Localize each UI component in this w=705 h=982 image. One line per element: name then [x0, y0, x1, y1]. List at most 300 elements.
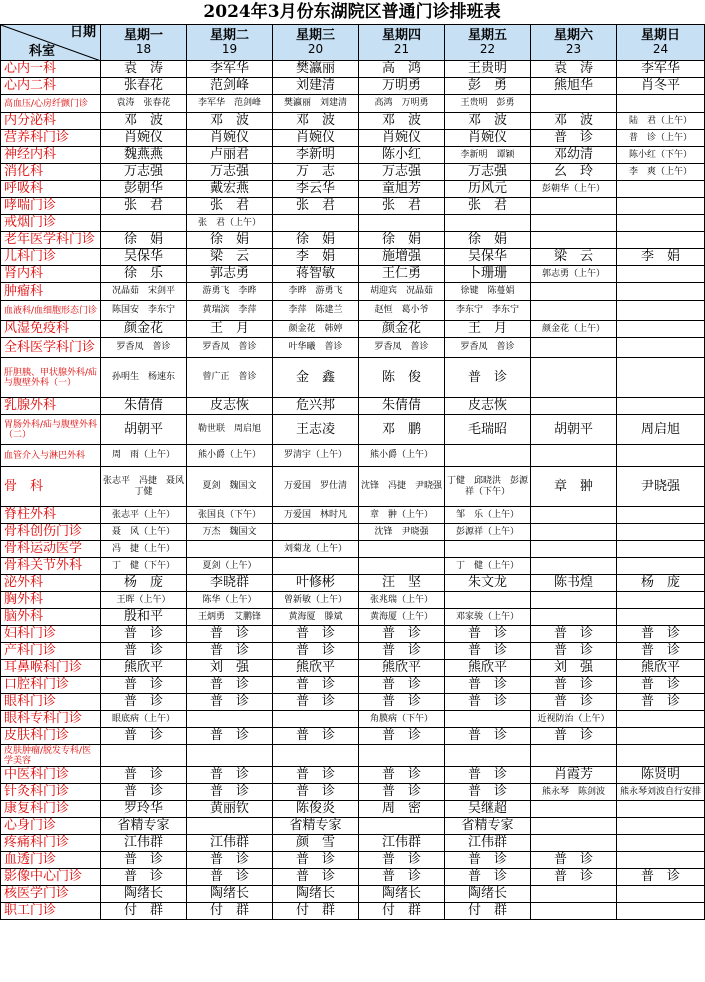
schedule-cell [617, 835, 705, 852]
schedule-cell: 万志强 [445, 164, 531, 181]
schedule-cell [531, 524, 617, 541]
schedule-cell: 肖冬平 [617, 78, 705, 95]
schedule-cell: 况晶茹 宋剑平 [101, 283, 187, 301]
schedule-cell: 普 诊 [273, 869, 359, 886]
day-date: 19 [221, 42, 238, 56]
schedule-cell [617, 745, 705, 767]
schedule-cell: 熊永琴刘波自行安排 [617, 784, 705, 801]
schedule-cell: 徐 娟 [273, 232, 359, 249]
schedule-cell: 张国良（下午） [187, 507, 273, 524]
schedule-cell: 张 君 [273, 198, 359, 215]
schedule-cell [617, 398, 705, 415]
schedule-cell: 周 密 [359, 801, 445, 818]
schedule-cell [617, 215, 705, 232]
day-header [445, 25, 531, 61]
dept-name: 妇科门诊 [1, 626, 101, 643]
schedule-cell: 角膜病（下午） [359, 711, 445, 728]
schedule-cell: 幺 玲 [531, 164, 617, 181]
schedule-cell [617, 852, 705, 869]
schedule-cell: 眼底病（上午） [101, 711, 187, 728]
day-name: 星期二 [209, 28, 249, 43]
schedule-cell: 普 诊 [273, 784, 359, 801]
schedule-cell [531, 592, 617, 609]
dept-name: 神经内科 [1, 147, 101, 164]
dept-name: 职工门诊 [1, 903, 101, 920]
schedule-cell: 普 诊 [359, 784, 445, 801]
dept-name: 耳鼻喉科门诊 [1, 660, 101, 677]
schedule-cell: 丁健 邱晓洪 彭源祥（下午） [445, 467, 531, 507]
table-row [1, 609, 705, 626]
schedule-cell [617, 507, 705, 524]
schedule-cell: 普 诊 [445, 643, 531, 660]
schedule-cell [617, 558, 705, 575]
dept-name: 皮肤肿瘤/脱发专科/医学美容 [1, 745, 101, 767]
schedule-cell [445, 592, 531, 609]
schedule-cell: 普 诊 [617, 677, 705, 694]
schedule-cell: 章 翀 [531, 467, 617, 507]
schedule-cell [531, 507, 617, 524]
schedule-cell: 肖婉仪 [445, 130, 531, 147]
schedule-cell: 高鸿 万明勇 [359, 95, 445, 113]
schedule-cell: 周 雨（上午） [101, 445, 187, 467]
schedule-cell: 杨 庞 [101, 575, 187, 592]
day-date: 20 [307, 42, 324, 56]
schedule-cell: 郭志勇（上午） [531, 266, 617, 283]
schedule-cell [531, 398, 617, 415]
schedule-cell: 袁涛 张春花 [101, 95, 187, 113]
schedule-cell: 普 诊 [187, 626, 273, 643]
schedule-cell: 徐键 陈蔓娟 [445, 283, 531, 301]
schedule-cell: 普 诊 [445, 852, 531, 869]
schedule-cell [531, 903, 617, 920]
day-date: 21 [393, 42, 410, 56]
corner-date-label: 日期 [69, 25, 96, 40]
dept-name: 胃肠外科/疝与腹壁外科（二） [1, 415, 101, 445]
schedule-cell: 江伟群 [359, 835, 445, 852]
schedule-cell: 刘 强 [531, 660, 617, 677]
schedule-cell: 吴保华 [101, 249, 187, 266]
schedule-cell: 普 诊 [359, 869, 445, 886]
schedule-cell: 彭 勇 [445, 78, 531, 95]
schedule-cell: 陈小红（下午） [617, 147, 705, 164]
day-header [531, 25, 617, 61]
schedule-cell [617, 711, 705, 728]
dept-name: 影像中心门诊 [1, 869, 101, 886]
schedule-cell: 普 诊 [273, 694, 359, 711]
schedule-cell: 徐 娟 [187, 232, 273, 249]
schedule-cell: 邓幼清 [531, 147, 617, 164]
table-row [1, 130, 705, 147]
table-row [1, 801, 705, 818]
schedule-cell: 邓 波 [273, 113, 359, 130]
table-row [1, 415, 705, 445]
schedule-cell: 罗玲华 [101, 801, 187, 818]
day-name: 星期五 [467, 28, 507, 43]
schedule-cell: 李军华 范剑峰 [187, 95, 273, 113]
schedule-cell: 黄海厦 滕斌 [273, 609, 359, 626]
schedule-cell: 普 诊 [359, 626, 445, 643]
schedule-cell: 樊瀛丽 刘建清 [273, 95, 359, 113]
day-name: 星期六 [553, 28, 593, 43]
table-row [1, 728, 705, 745]
schedule-cell [531, 818, 617, 835]
schedule-cell: 王志凌 [273, 415, 359, 445]
schedule-cell [617, 95, 705, 113]
schedule-cell: 普 诊 [531, 130, 617, 147]
schedule-cell: 范剑峰 [187, 78, 273, 95]
schedule-cell: 颜金花（上午） [531, 321, 617, 338]
table-row [1, 818, 705, 835]
table-row [1, 711, 705, 728]
page-title: 2024年3月份东湖院区普通门诊排班表 [203, 2, 501, 22]
schedule-cell: 李 娟 [617, 249, 705, 266]
schedule-cell [617, 592, 705, 609]
dept-name: 血液科/血细胞形态门诊 [1, 301, 101, 321]
schedule-cell: 肖婉仪 [273, 130, 359, 147]
schedule-cell: 普 诊 [101, 869, 187, 886]
schedule-table [0, 24, 705, 920]
schedule-cell: 普 诊 [101, 767, 187, 784]
schedule-cell: 普 诊 [273, 677, 359, 694]
schedule-cell: 万志强 [187, 164, 273, 181]
schedule-cell: 普 诊 [187, 728, 273, 745]
schedule-cell: 刘菊龙（上午） [273, 541, 359, 558]
day-header [617, 25, 705, 61]
dept-name: 胸外科 [1, 592, 101, 609]
schedule-cell: 颜金花 [359, 321, 445, 338]
table-row [1, 835, 705, 852]
schedule-cell [531, 886, 617, 903]
table-row [1, 95, 705, 113]
schedule-cell: 张春花 [101, 78, 187, 95]
dept-name: 骨科关节外科 [1, 558, 101, 575]
day-name: 星期三 [295, 28, 335, 43]
table-row [1, 164, 705, 181]
schedule-cell: 彭朝华（上午） [531, 181, 617, 198]
schedule-cell: 黄丽钦 [187, 801, 273, 818]
schedule-cell: 徐 乐 [101, 266, 187, 283]
schedule-cell [617, 283, 705, 301]
schedule-cell: 徐 娟 [359, 232, 445, 249]
schedule-cell: 冯 捷（上午） [101, 541, 187, 558]
schedule-cell: 施增强 [359, 249, 445, 266]
schedule-cell [359, 215, 445, 232]
schedule-cell: 历风元 [445, 181, 531, 198]
schedule-cell: 蒋智敏 [273, 266, 359, 283]
schedule-cell: 徐 娟 [445, 232, 531, 249]
schedule-cell: 陶绪长 [273, 886, 359, 903]
table-row [1, 575, 705, 592]
schedule-cell [187, 818, 273, 835]
schedule-cell: 罗清宇（上午） [273, 445, 359, 467]
dept-name: 心内二科 [1, 78, 101, 95]
schedule-cell: 朱文龙 [445, 575, 531, 592]
schedule-cell: 游勇飞 李晔 [187, 283, 273, 301]
table-row [1, 869, 705, 886]
table-row [1, 61, 705, 78]
schedule-cell: 万爱国 罗仕清 [273, 467, 359, 507]
schedule-cell: 张 君 [359, 198, 445, 215]
schedule-cell: 梁 云 [187, 249, 273, 266]
table-row [1, 886, 705, 903]
schedule-cell [187, 745, 273, 767]
schedule-cell: 普 诊 [445, 767, 531, 784]
schedule-cell [445, 215, 531, 232]
schedule-cell: 普 诊 [445, 728, 531, 745]
schedule-cell: 夏剑 魏国文 [187, 467, 273, 507]
schedule-cell [273, 711, 359, 728]
dept-name: 针灸科门诊 [1, 784, 101, 801]
schedule-cell [359, 541, 445, 558]
schedule-cell: 魏燕燕 [101, 147, 187, 164]
dept-name: 骨科创伤门诊 [1, 524, 101, 541]
schedule-cell: 普 诊 [101, 643, 187, 660]
schedule-cell: 普 诊 [531, 728, 617, 745]
schedule-cell: 万 志 [273, 164, 359, 181]
schedule-cell [617, 728, 705, 745]
schedule-cell: 周启旭 [617, 415, 705, 445]
dept-name: 骨科运动医学 [1, 541, 101, 558]
schedule-cell: 王 月 [187, 321, 273, 338]
schedule-cell: 陈国安 李东宁 [101, 301, 187, 321]
schedule-cell: 聂 风（上午） [101, 524, 187, 541]
table-row [1, 467, 705, 507]
schedule-cell: 郭志勇 [187, 266, 273, 283]
schedule-cell [531, 301, 617, 321]
schedule-cell: 张兆瑞（上午） [359, 592, 445, 609]
schedule-cell: 普 诊 [273, 728, 359, 745]
schedule-cell: 李军华 [617, 61, 705, 78]
table-row [1, 643, 705, 660]
schedule-cell: 陈 俊 [359, 358, 445, 398]
table-row [1, 767, 705, 784]
table-row [1, 445, 705, 467]
dept-name: 全科医学科门诊 [1, 338, 101, 358]
schedule-cell [531, 541, 617, 558]
dept-name: 泌外科 [1, 575, 101, 592]
schedule-cell: 万爱国 林时凡 [273, 507, 359, 524]
day-header [101, 25, 187, 61]
dept-name: 消化科 [1, 164, 101, 181]
table-row [1, 249, 705, 266]
schedule-cell: 胡朝平 [101, 415, 187, 445]
schedule-cell: 丁 健（下午） [101, 558, 187, 575]
schedule-cell: 万志强 [359, 164, 445, 181]
schedule-cell: 付 群 [273, 903, 359, 920]
schedule-cell: 邓 鹏 [359, 415, 445, 445]
schedule-cell: 叶华曦 普诊 [273, 338, 359, 358]
schedule-cell: 陈俊炎 [273, 801, 359, 818]
schedule-cell: 勒世联 周启旭 [187, 415, 273, 445]
dept-name: 肿瘤科 [1, 283, 101, 301]
table-row [1, 78, 705, 95]
schedule-cell: 邓 波 [101, 113, 187, 130]
schedule-cell: 江伟群 [187, 835, 273, 852]
schedule-cell: 尹晓强 [617, 467, 705, 507]
schedule-cell: 付 群 [187, 903, 273, 920]
dept-name: 肾内科 [1, 266, 101, 283]
schedule-cell [531, 95, 617, 113]
schedule-cell: 袁 涛 [101, 61, 187, 78]
table-row [1, 626, 705, 643]
day-date: 24 [652, 42, 669, 56]
schedule-cell: 熊欣平 [359, 660, 445, 677]
schedule-cell [531, 835, 617, 852]
dept-name: 口腔科门诊 [1, 677, 101, 694]
schedule-cell: 李云华 [273, 181, 359, 198]
schedule-cell: 普 诊 [531, 643, 617, 660]
day-name: 星期一 [123, 28, 163, 43]
dept-name: 脊柱外科 [1, 507, 101, 524]
schedule-cell: 普 诊 [617, 643, 705, 660]
day-header [273, 25, 359, 61]
schedule-cell [273, 215, 359, 232]
schedule-cell [617, 338, 705, 358]
schedule-cell: 徐 娟 [101, 232, 187, 249]
dept-name: 疼痛科门诊 [1, 835, 101, 852]
schedule-cell: 王贵明 彭勇 [445, 95, 531, 113]
schedule-cell [617, 321, 705, 338]
schedule-cell: 陈贤明 [617, 767, 705, 784]
schedule-cell: 陶绪长 [101, 886, 187, 903]
schedule-cell [531, 232, 617, 249]
schedule-cell: 王贵明 [445, 61, 531, 78]
table-row [1, 592, 705, 609]
schedule-cell: 普 诊 [445, 358, 531, 398]
schedule-cell: 彭朝华 [101, 181, 187, 198]
schedule-cell: 普 诊 [187, 643, 273, 660]
schedule-cell: 罗香凤 普诊 [187, 338, 273, 358]
schedule-cell: 邹 乐（上午） [445, 507, 531, 524]
schedule-cell [359, 745, 445, 767]
schedule-cell: 彭源祥（上午） [445, 524, 531, 541]
schedule-cell: 江伟群 [101, 835, 187, 852]
dept-name: 呼吸科 [1, 181, 101, 198]
schedule-cell: 卢丽君 [187, 147, 273, 164]
schedule-cell: 普 诊 [187, 869, 273, 886]
schedule-cell: 危兴邦 [273, 398, 359, 415]
table-row [1, 507, 705, 524]
schedule-cell: 李 娟 [273, 249, 359, 266]
table-row [1, 181, 705, 198]
schedule-cell: 叶修彬 [273, 575, 359, 592]
schedule-cell: 付 群 [101, 903, 187, 920]
schedule-cell: 王炳勇 艾鹏锋 [187, 609, 273, 626]
schedule-cell: 付 群 [445, 903, 531, 920]
schedule-cell: 普 诊 [531, 626, 617, 643]
schedule-cell: 李萍 陈建兰 [273, 301, 359, 321]
table-row [1, 113, 705, 130]
schedule-cell: 袁 涛 [531, 61, 617, 78]
schedule-cell: 李晓群 [187, 575, 273, 592]
schedule-cell: 吴保华 [445, 249, 531, 266]
dept-name: 血透门诊 [1, 852, 101, 869]
day-date: 18 [135, 42, 152, 56]
schedule-cell: 普 诊 [187, 767, 273, 784]
schedule-cell: 省精专家 [445, 818, 531, 835]
schedule-cell: 沈锋 尹晓强 [359, 524, 445, 541]
schedule-cell: 邓家骏（上午） [445, 609, 531, 626]
schedule-cell: 李新明 谭颖 [445, 147, 531, 164]
schedule-cell: 普 诊（上午） [617, 130, 705, 147]
dept-name: 心内一科 [1, 61, 101, 78]
schedule-cell: 颜 雪 [273, 835, 359, 852]
schedule-cell: 陶绪长 [359, 886, 445, 903]
schedule-cell: 熊小爵（上午） [359, 445, 445, 467]
schedule-cell: 李新明 [273, 147, 359, 164]
dept-name: 哮喘门诊 [1, 198, 101, 215]
schedule-cell: 殷和平 [101, 609, 187, 626]
schedule-cell: 陆 君（上午） [617, 113, 705, 130]
schedule-cell: 陈华（上午） [187, 592, 273, 609]
schedule-cell: 陈小红 [359, 147, 445, 164]
dept-name: 高血压/心房纤颤门诊 [1, 95, 101, 113]
schedule-cell: 罗香凤 普诊 [101, 338, 187, 358]
schedule-cell: 邓 波 [187, 113, 273, 130]
schedule-cell: 普 诊 [359, 677, 445, 694]
schedule-cell: 普 诊 [617, 626, 705, 643]
schedule-cell: 普 诊 [359, 694, 445, 711]
schedule-cell [101, 745, 187, 767]
schedule-cell: 万明勇 [359, 78, 445, 95]
dept-name: 骨 科 [1, 467, 101, 507]
day-name: 星期日 [640, 28, 680, 43]
table-row [1, 745, 705, 767]
table-row [1, 660, 705, 677]
schedule-cell: 普 诊 [187, 784, 273, 801]
schedule-cell: 夏剑（上午） [187, 558, 273, 575]
schedule-cell: 熊欣平 [617, 660, 705, 677]
table-row [1, 321, 705, 338]
schedule-cell: 普 诊 [101, 852, 187, 869]
schedule-cell: 颜金花 韩婷 [273, 321, 359, 338]
day-header [359, 25, 445, 61]
schedule-cell [531, 558, 617, 575]
schedule-cell: 童旭芳 [359, 181, 445, 198]
schedule-cell: 李东宁 李东宁 [445, 301, 531, 321]
schedule-cell: 皮志恢 [187, 398, 273, 415]
dept-name: 肝胆胰、甲状腺外科/疝与腹壁外科（一） [1, 358, 101, 398]
schedule-cell: 高 鸿 [359, 61, 445, 78]
schedule-cell: 普 诊 [445, 626, 531, 643]
schedule-cell: 皮志恢 [445, 398, 531, 415]
schedule-cell [531, 198, 617, 215]
table-row [1, 541, 705, 558]
schedule-cell: 朱倩倩 [359, 398, 445, 415]
schedule-cell [617, 181, 705, 198]
dept-name: 营养科门诊 [1, 130, 101, 147]
dept-name: 产科门诊 [1, 643, 101, 660]
dept-name: 乳腺外科 [1, 398, 101, 415]
schedule-cell: 陶绪长 [445, 886, 531, 903]
schedule-cell: 邓 波 [359, 113, 445, 130]
schedule-cell: 肖婉仪 [359, 130, 445, 147]
schedule-cell [531, 609, 617, 626]
schedule-cell [617, 818, 705, 835]
dept-name: 康复科门诊 [1, 801, 101, 818]
schedule-cell [101, 215, 187, 232]
schedule-cell [617, 301, 705, 321]
schedule-cell [445, 711, 531, 728]
schedule-cell: 王 月 [445, 321, 531, 338]
header-corner [1, 25, 101, 61]
schedule-cell [617, 445, 705, 467]
schedule-cell: 普 诊 [187, 852, 273, 869]
schedule-cell: 陶绪长 [187, 886, 273, 903]
schedule-cell [273, 745, 359, 767]
dept-name: 皮肤科门诊 [1, 728, 101, 745]
schedule-cell: 熊欣平 [101, 660, 187, 677]
